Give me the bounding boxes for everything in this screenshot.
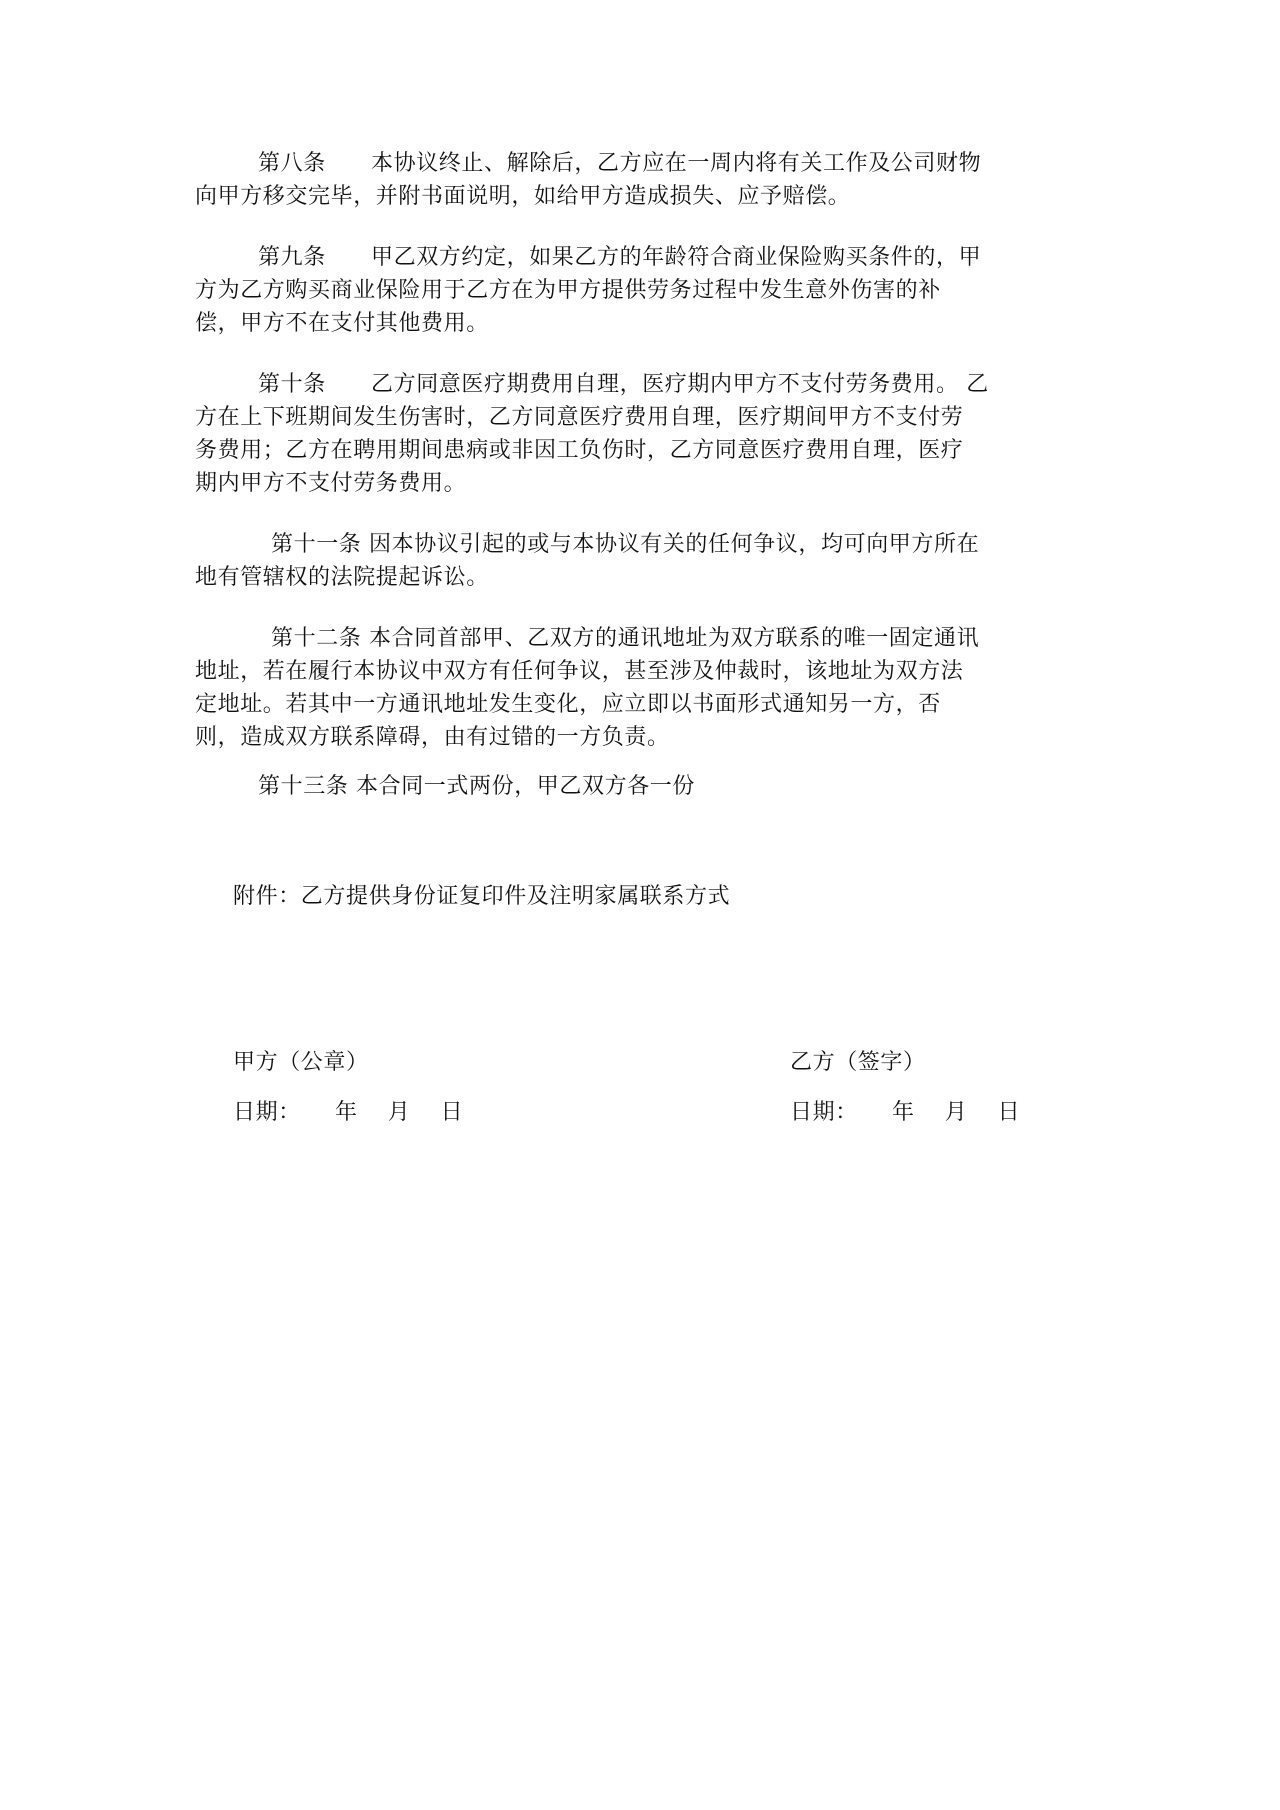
- article-12-line-1: 第十二条 本合同首部甲、乙双方的通讯地址为双方联系的唯一固定通讯: [271, 626, 980, 651]
- article-10-line-1: 第十条 乙方同意医疗期费用自理，医疗期内甲方不支付劳务费用。 乙: [258, 372, 989, 397]
- attachment-note: 附件：乙方提供身份证复印件及注明家属联系方式: [233, 884, 731, 909]
- article-12-line-4: 则，造成双方联系障碍，由有过错的一方负责。: [195, 725, 670, 750]
- article-8-line-2: 向甲方移交完毕，并附书面说明，如给甲方造成损失、应予赔偿。: [195, 184, 851, 209]
- article-10-line-3: 务费用；乙方在聘用期间患病或非因工负伤时，乙方同意医疗费用自理，医疗: [195, 438, 964, 463]
- article-10-line-2: 方在上下班期间发生伤害时，乙方同意医疗费用自理，医疗期间甲方不支付劳: [195, 405, 964, 430]
- article-8-line-1: 第八条 本协议终止、解除后，乙方应在一周内将有关工作及公司财物: [258, 151, 982, 176]
- article-11-line-1: 第十一条 因本协议引起的或与本协议有关的任何争议，均可向甲方所在: [271, 532, 980, 557]
- article-12-line-3: 定地址。若其中一方通讯地址发生变化，应立即以书面形式通知另一方，否: [195, 692, 941, 717]
- party-a-seal-label: 甲方（公章）: [233, 1050, 369, 1075]
- article-12-line-2: 地址，若在履行本协议中双方有任何争议，甚至涉及仲裁时，该地址为双方法: [195, 659, 964, 684]
- party-a-date: 日期： 年 月 日: [233, 1100, 464, 1125]
- article-13-line-1: 第十三条 本合同一式两份，甲乙双方各一份: [258, 774, 695, 799]
- article-9-line-2: 方为乙方购买商业保险用于乙方在为甲方提供劳务过程中发生意外伤害的补: [195, 278, 941, 303]
- article-10-line-4: 期内甲方不支付劳务费用。: [195, 471, 467, 496]
- article-9-line-1: 第九条 甲乙双方约定，如果乙方的年龄符合商业保险购买条件的，甲: [258, 245, 982, 270]
- article-9-line-3: 偿，甲方不在支付其他费用。: [195, 311, 489, 336]
- article-11-line-2: 地有管辖权的法院提起诉讼。: [195, 565, 489, 590]
- party-b-sign-label: 乙方（签字）: [790, 1050, 926, 1075]
- party-b-date: 日期： 年 月 日: [790, 1100, 1021, 1125]
